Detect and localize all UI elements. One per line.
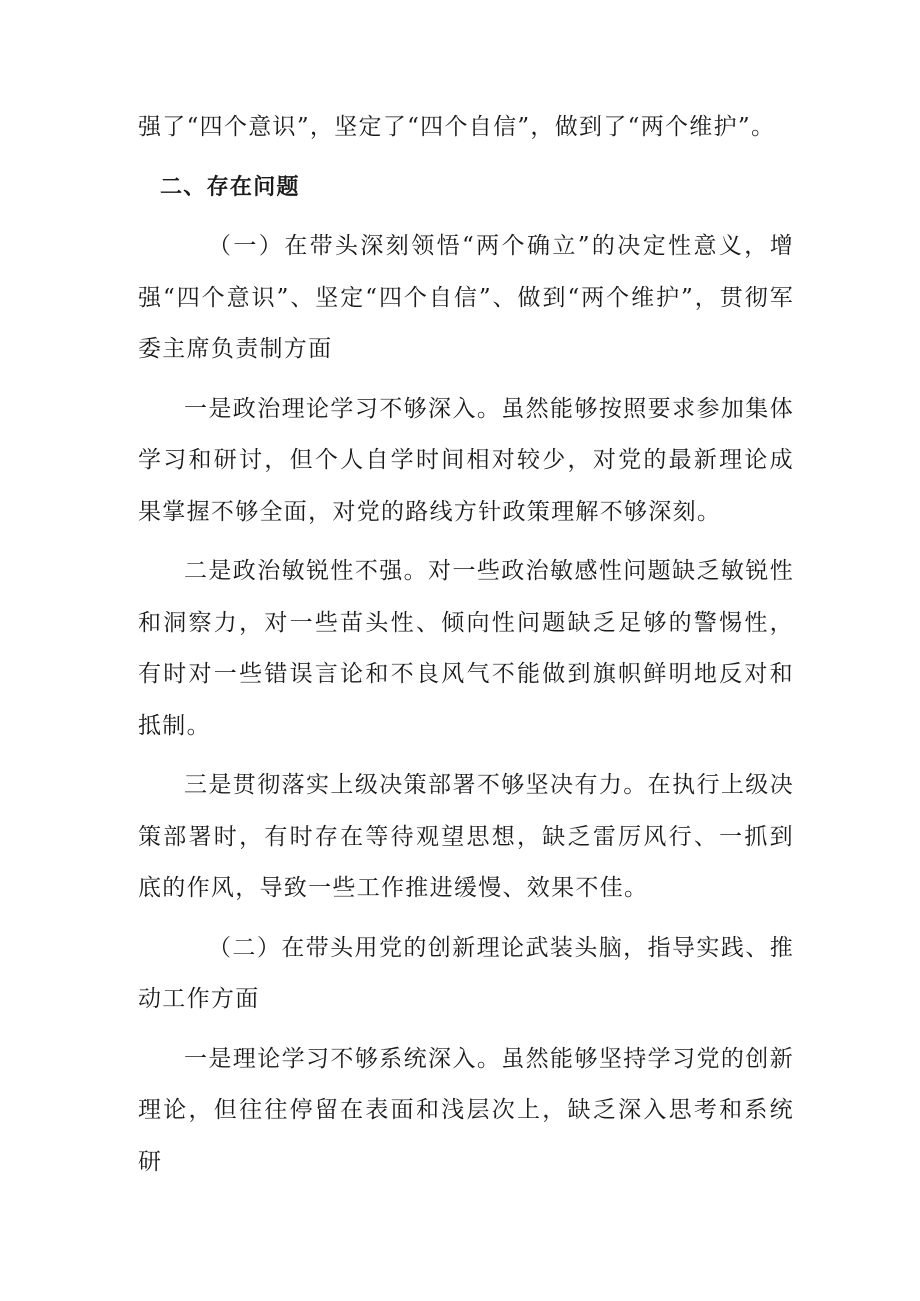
paragraph-item-4: 一是理论学习不够系统深入。虽然能够坚持学习党的创新理论，但往往停留在表面和浅层次上，缺乏深入思考和系统研 xyxy=(138,1045,794,1175)
paragraph-item-3: 三是贯彻落实上级决策部署不够坚决有力。在执行上级决策部署时，有时存在等待观望思想，缺乏雷厉风行、一抓到底的作风，导致一些工作推进缓慢、效果不佳。 xyxy=(138,772,794,901)
continued-paragraph: 强了“四个意识”，坚定了“四个自信”，做到了“两个维护”。 xyxy=(138,114,776,140)
section-heading-problems: 二、存在问题 xyxy=(160,174,300,200)
paragraph-item-2: 二是政治敏锐性不强。对一些政治敏感性问题缺乏敏锐性和洞察力，对一些苗头性、倾向性问题缺乏足够的警惕性，有时对一些错误言论和不良风气不能做到旗帜鲜明地反对和抵制。 xyxy=(138,558,794,739)
subsection-heading-2: （二）在带头用党的创新理论武装头脑，指导实践、推动工作方面 xyxy=(138,934,794,1012)
paragraph-item-1: 一是政治理论学习不够深入。虽然能够按照要求参加集体学习和研讨，但个人自学时间相对较少，对党的最新理论成果掌握不够全面，对党的路线方针政策理解不够深刻。 xyxy=(138,395,794,525)
subsection-heading-1: （一）在带头深刻领悟“两个确立”的决定性意义，增强“四个意识”、坚定“四个自信”、做到“两个维护”，贯彻军委主席负责制方面 xyxy=(138,233,794,362)
document-page xyxy=(138,102,794,1196)
